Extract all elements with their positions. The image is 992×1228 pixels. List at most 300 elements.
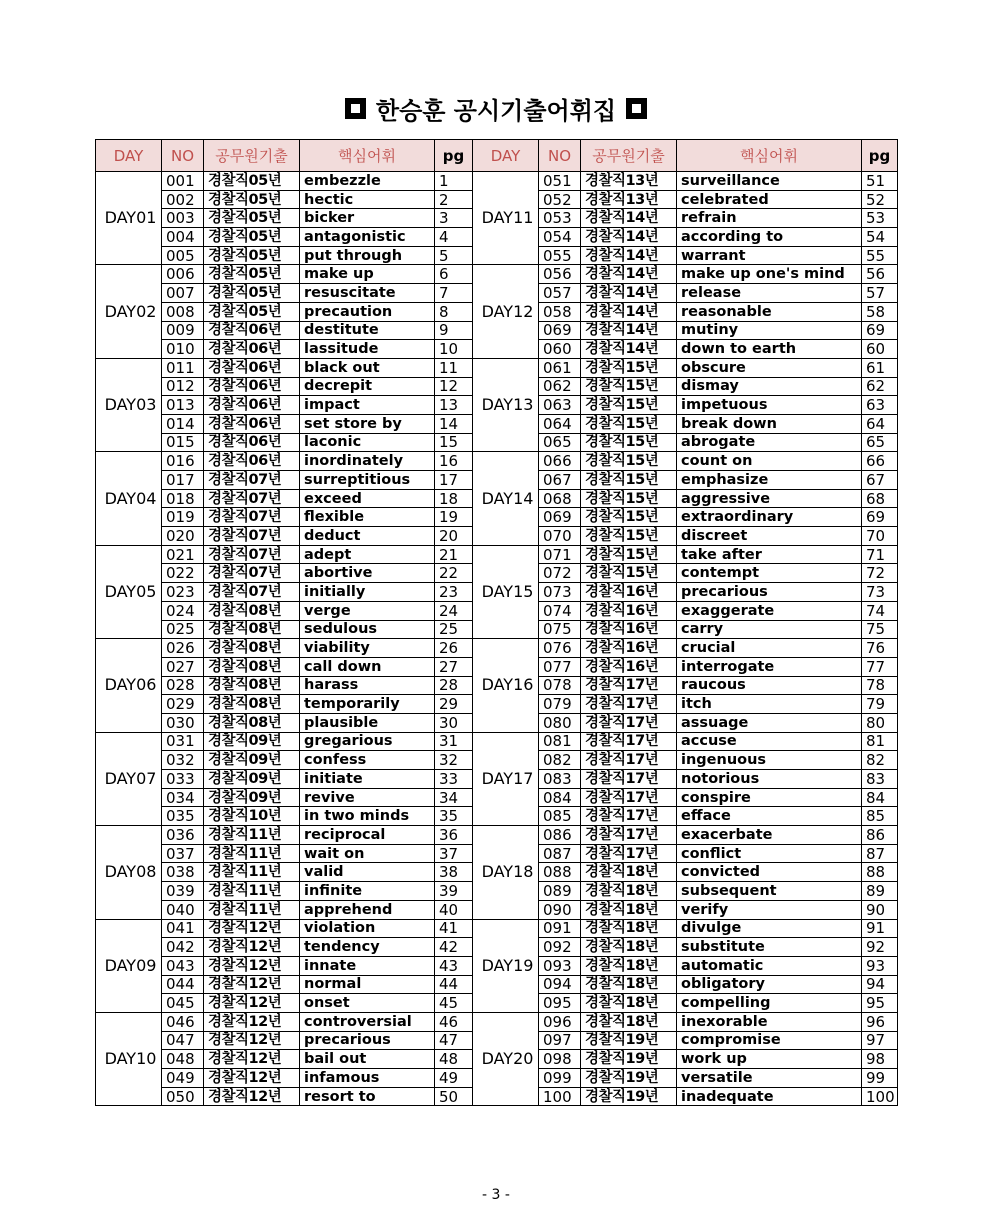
exam-source: 경찰직17년 <box>581 751 677 770</box>
page-ref: 34 <box>435 788 473 807</box>
vocab-word: adept <box>300 545 435 564</box>
exam-source: 경찰직15년 <box>581 433 677 452</box>
entry-number: 088 <box>539 863 581 882</box>
day-label: DAY18 <box>473 826 539 919</box>
exam-source: 경찰직05년 <box>204 284 300 303</box>
entry-number: 061 <box>539 358 581 377</box>
exam-source: 경찰직19년 <box>581 1087 677 1106</box>
exam-source: 경찰직17년 <box>581 807 677 826</box>
page-ref: 95 <box>862 994 898 1013</box>
entry-number: 049 <box>162 1069 204 1088</box>
entry-number: 035 <box>162 807 204 826</box>
exam-source: 경찰직09년 <box>204 732 300 751</box>
vocab-table <box>95 139 898 1106</box>
exam-source: 경찰직17년 <box>581 695 677 714</box>
page-ref: 47 <box>435 1031 473 1050</box>
entry-number: 027 <box>162 657 204 676</box>
exam-source: 경찰직15년 <box>581 471 677 490</box>
entry-number: 093 <box>539 956 581 975</box>
exam-source: 경찰직07년 <box>204 471 300 490</box>
exam-source: 경찰직17년 <box>581 844 677 863</box>
vocab-word: initially <box>300 583 435 602</box>
entry-number: 053 <box>539 209 581 228</box>
exam-source: 경찰직14년 <box>581 302 677 321</box>
page-ref: 14 <box>435 414 473 433</box>
vocab-word: controversial <box>300 1012 435 1031</box>
entry-number: 010 <box>162 340 204 359</box>
page-ref: 46 <box>435 1012 473 1031</box>
entry-number: 007 <box>162 284 204 303</box>
header-no: NO <box>162 140 204 172</box>
vocab-word: conspire <box>677 788 862 807</box>
exam-source: 경찰직15년 <box>581 377 677 396</box>
entry-number: 066 <box>539 452 581 471</box>
vocab-word: make up one's mind <box>677 265 862 284</box>
exam-source: 경찰직12년 <box>204 1087 300 1106</box>
vocab-word: hectic <box>300 190 435 209</box>
exam-source: 경찰직15년 <box>581 396 677 415</box>
entry-number: 028 <box>162 676 204 695</box>
page-ref: 2 <box>435 190 473 209</box>
entry-number: 050 <box>162 1087 204 1106</box>
page-ref: 79 <box>862 695 898 714</box>
vocab-word: versatile <box>677 1069 862 1088</box>
exam-source: 경찰직11년 <box>204 900 300 919</box>
page-ref: 44 <box>435 975 473 994</box>
page-ref: 94 <box>862 975 898 994</box>
exam-source: 경찰직07년 <box>204 583 300 602</box>
entry-number: 014 <box>162 414 204 433</box>
vocab-word: black out <box>300 358 435 377</box>
day-label: DAY01 <box>96 172 162 265</box>
vocab-word: substitute <box>677 938 862 957</box>
entry-number: 058 <box>539 302 581 321</box>
entry-number: 055 <box>539 246 581 265</box>
page-ref: 91 <box>862 919 898 938</box>
page-ref: 15 <box>435 433 473 452</box>
exam-source: 경찰직15년 <box>581 414 677 433</box>
vocab-word: compromise <box>677 1031 862 1050</box>
entry-number: 011 <box>162 358 204 377</box>
entry-number: 079 <box>539 695 581 714</box>
entry-number: 060 <box>539 340 581 359</box>
table-header-row <box>96 140 898 172</box>
exam-source: 경찰직05년 <box>204 228 300 247</box>
entry-number: 048 <box>162 1050 204 1069</box>
vocab-word: abrogate <box>677 433 862 452</box>
page-ref: 69 <box>862 508 898 527</box>
page-ref: 84 <box>862 788 898 807</box>
page-title <box>0 88 992 128</box>
page-ref: 10 <box>435 340 473 359</box>
entry-number: 068 <box>539 489 581 508</box>
vocab-word: down to earth <box>677 340 862 359</box>
entry-number: 022 <box>162 564 204 583</box>
exam-source: 경찰직14년 <box>581 284 677 303</box>
exam-source: 경찰직14년 <box>581 246 677 265</box>
page-ref: 97 <box>862 1031 898 1050</box>
vocab-word: in two minds <box>300 807 435 826</box>
entry-number: 092 <box>539 938 581 957</box>
vocab-word: reasonable <box>677 302 862 321</box>
page-ref: 61 <box>862 358 898 377</box>
vocab-word: initiate <box>300 770 435 789</box>
page-number: - 3 - <box>482 1187 510 1203</box>
page-ref: 81 <box>862 732 898 751</box>
vocab-word: efface <box>677 807 862 826</box>
entry-number: 089 <box>539 882 581 901</box>
entry-number: 006 <box>162 265 204 284</box>
vocab-word: exaggerate <box>677 601 862 620</box>
exam-source: 경찰직07년 <box>204 527 300 546</box>
page-ref: 7 <box>435 284 473 303</box>
exam-source: 경찰직06년 <box>204 414 300 433</box>
table-row <box>96 732 898 751</box>
table-row <box>96 919 898 938</box>
entry-number: 084 <box>539 788 581 807</box>
page-ref: 5 <box>435 246 473 265</box>
exam-source: 경찰직18년 <box>581 919 677 938</box>
vocab-word: put through <box>300 246 435 265</box>
page-ref: 68 <box>862 489 898 508</box>
page-ref: 75 <box>862 620 898 639</box>
table-row <box>96 172 898 191</box>
exam-source: 경찰직18년 <box>581 1012 677 1031</box>
page-ref: 54 <box>862 228 898 247</box>
vocab-word: infamous <box>300 1069 435 1088</box>
page-ref: 72 <box>862 564 898 583</box>
exam-source: 경찰직18년 <box>581 900 677 919</box>
exam-source: 경찰직14년 <box>581 228 677 247</box>
page-ref: 43 <box>435 956 473 975</box>
exam-source: 경찰직16년 <box>581 583 677 602</box>
page-ref: 18 <box>435 489 473 508</box>
exam-source: 경찰직05년 <box>204 246 300 265</box>
vocab-word: dismay <box>677 377 862 396</box>
exam-source: 경찰직12년 <box>204 956 300 975</box>
entry-number: 086 <box>539 826 581 845</box>
header-word: 핵심어휘 <box>300 140 435 172</box>
entry-number: 045 <box>162 994 204 1013</box>
exam-source: 경찰직19년 <box>581 1031 677 1050</box>
entry-number: 020 <box>162 527 204 546</box>
entry-number: 067 <box>539 471 581 490</box>
table-row <box>96 358 898 377</box>
exam-source: 경찰직09년 <box>204 751 300 770</box>
table-row <box>96 265 898 284</box>
vocab-word: impetuous <box>677 396 862 415</box>
page-ref: 53 <box>862 209 898 228</box>
day-label: DAY06 <box>96 639 162 732</box>
exam-source: 경찰직15년 <box>581 508 677 527</box>
exam-source: 경찰직15년 <box>581 527 677 546</box>
entry-number: 069 <box>539 321 581 340</box>
vocab-word: innate <box>300 956 435 975</box>
vocab-word: compelling <box>677 994 862 1013</box>
entry-number: 040 <box>162 900 204 919</box>
day-label: DAY16 <box>473 639 539 732</box>
entry-number: 073 <box>539 583 581 602</box>
table-row <box>96 1012 898 1031</box>
exam-source: 경찰직12년 <box>204 975 300 994</box>
vocab-word: discreet <box>677 527 862 546</box>
square-bullet-icon <box>345 98 366 119</box>
page-ref: 27 <box>435 657 473 676</box>
vocab-word: sedulous <box>300 620 435 639</box>
page-ref: 3 <box>435 209 473 228</box>
entry-number: 005 <box>162 246 204 265</box>
exam-source: 경찰직15년 <box>581 452 677 471</box>
vocab-word: precarious <box>677 583 862 602</box>
page-ref: 66 <box>862 452 898 471</box>
page-ref: 26 <box>435 639 473 658</box>
vocab-word: embezzle <box>300 172 435 191</box>
vocab-word: flexible <box>300 508 435 527</box>
day-label: DAY13 <box>473 358 539 451</box>
entry-number: 013 <box>162 396 204 415</box>
exam-source: 경찰직06년 <box>204 321 300 340</box>
page-ref: 48 <box>435 1050 473 1069</box>
vocab-word: harass <box>300 676 435 695</box>
entry-number: 008 <box>162 302 204 321</box>
vocab-word: valid <box>300 863 435 882</box>
exam-source: 경찰직12년 <box>204 938 300 957</box>
vocab-word: verge <box>300 601 435 620</box>
entry-number: 091 <box>539 919 581 938</box>
page-ref: 22 <box>435 564 473 583</box>
vocab-word: bail out <box>300 1050 435 1069</box>
exam-source: 경찰직16년 <box>581 601 677 620</box>
exam-source: 경찰직11년 <box>204 863 300 882</box>
vocab-word: break down <box>677 414 862 433</box>
vocab-word: contempt <box>677 564 862 583</box>
entry-number: 025 <box>162 620 204 639</box>
page-ref: 86 <box>862 826 898 845</box>
vocab-word: gregarious <box>300 732 435 751</box>
day-label: DAY19 <box>473 919 539 1012</box>
vocab-word: verify <box>677 900 862 919</box>
entry-number: 042 <box>162 938 204 957</box>
page-ref: 56 <box>862 265 898 284</box>
vocab-word: reciprocal <box>300 826 435 845</box>
header-pg: pg <box>435 140 473 172</box>
page-ref: 32 <box>435 751 473 770</box>
exam-source: 경찰직16년 <box>581 620 677 639</box>
exam-source: 경찰직18년 <box>581 994 677 1013</box>
entry-number: 034 <box>162 788 204 807</box>
page-ref: 77 <box>862 657 898 676</box>
entry-number: 069 <box>539 508 581 527</box>
exam-source: 경찰직09년 <box>204 788 300 807</box>
entry-number: 030 <box>162 713 204 732</box>
exam-source: 경찰직06년 <box>204 433 300 452</box>
entry-number: 098 <box>539 1050 581 1069</box>
vocab-word: interrogate <box>677 657 862 676</box>
entry-number: 004 <box>162 228 204 247</box>
table-row <box>96 452 898 471</box>
page-ref: 20 <box>435 527 473 546</box>
entry-number: 056 <box>539 265 581 284</box>
vocab-word: surreptitious <box>300 471 435 490</box>
entry-number: 087 <box>539 844 581 863</box>
exam-source: 경찰직15년 <box>581 358 677 377</box>
entry-number: 041 <box>162 919 204 938</box>
page-ref: 29 <box>435 695 473 714</box>
entry-number: 023 <box>162 583 204 602</box>
page-ref: 30 <box>435 713 473 732</box>
page-ref: 42 <box>435 938 473 957</box>
page-ref: 85 <box>862 807 898 826</box>
exam-source: 경찰직07년 <box>204 489 300 508</box>
page-ref: 21 <box>435 545 473 564</box>
vocab-word: divulge <box>677 919 862 938</box>
entry-number: 015 <box>162 433 204 452</box>
page-ref: 93 <box>862 956 898 975</box>
vocab-word: ingenuous <box>677 751 862 770</box>
exam-source: 경찰직12년 <box>204 1069 300 1088</box>
page-ref: 58 <box>862 302 898 321</box>
page-ref: 4 <box>435 228 473 247</box>
entry-number: 021 <box>162 545 204 564</box>
day-label: DAY15 <box>473 545 539 638</box>
day-label: DAY07 <box>96 732 162 825</box>
exam-source: 경찰직06년 <box>204 452 300 471</box>
exam-source: 경찰직11년 <box>204 882 300 901</box>
page-ref: 57 <box>862 284 898 303</box>
entry-number: 018 <box>162 489 204 508</box>
day-label: DAY10 <box>96 1012 162 1105</box>
page-ref: 51 <box>862 172 898 191</box>
vocab-word: tendency <box>300 938 435 957</box>
vocab-word: onset <box>300 994 435 1013</box>
vocab-word: work up <box>677 1050 862 1069</box>
page-ref: 89 <box>862 882 898 901</box>
entry-number: 075 <box>539 620 581 639</box>
page-ref: 31 <box>435 732 473 751</box>
vocab-word: extraordinary <box>677 508 862 527</box>
vocab-word: conflict <box>677 844 862 863</box>
exam-source: 경찰직19년 <box>581 1069 677 1088</box>
vocab-word: precaution <box>300 302 435 321</box>
vocab-word: emphasize <box>677 471 862 490</box>
page-ref: 55 <box>862 246 898 265</box>
exam-source: 경찰직18년 <box>581 882 677 901</box>
vocab-word: normal <box>300 975 435 994</box>
header-word: 핵심어휘 <box>677 140 862 172</box>
entry-number: 070 <box>539 527 581 546</box>
entry-number: 081 <box>539 732 581 751</box>
vocab-word: inadequate <box>677 1087 862 1106</box>
vocab-word: confess <box>300 751 435 770</box>
entry-number: 051 <box>539 172 581 191</box>
vocab-word: antagonistic <box>300 228 435 247</box>
exam-source: 경찰직06년 <box>204 358 300 377</box>
entry-number: 099 <box>539 1069 581 1088</box>
exam-source: 경찰직18년 <box>581 956 677 975</box>
exam-source: 경찰직12년 <box>204 1050 300 1069</box>
exam-source: 경찰직16년 <box>581 639 677 658</box>
page-ref: 82 <box>862 751 898 770</box>
exam-source: 경찰직07년 <box>204 564 300 583</box>
entry-number: 017 <box>162 471 204 490</box>
entry-number: 033 <box>162 770 204 789</box>
exam-source: 경찰직08년 <box>204 657 300 676</box>
entry-number: 012 <box>162 377 204 396</box>
exam-source: 경찰직16년 <box>581 657 677 676</box>
entry-number: 047 <box>162 1031 204 1050</box>
page-ref: 9 <box>435 321 473 340</box>
page-ref: 80 <box>862 713 898 732</box>
table-row <box>96 639 898 658</box>
page-ref: 83 <box>862 770 898 789</box>
entry-number: 038 <box>162 863 204 882</box>
vocab-word: according to <box>677 228 862 247</box>
vocab-word: resuscitate <box>300 284 435 303</box>
vocab-word: decrepit <box>300 377 435 396</box>
entry-number: 076 <box>539 639 581 658</box>
page-ref: 100 <box>862 1087 898 1106</box>
table-row <box>96 826 898 845</box>
entry-number: 043 <box>162 956 204 975</box>
exam-source: 경찰직05년 <box>204 209 300 228</box>
entry-number: 082 <box>539 751 581 770</box>
page-ref: 98 <box>862 1050 898 1069</box>
entry-number: 074 <box>539 601 581 620</box>
entry-number: 085 <box>539 807 581 826</box>
exam-source: 경찰직14년 <box>581 340 677 359</box>
page-ref: 92 <box>862 938 898 957</box>
vocab-word: wait on <box>300 844 435 863</box>
exam-source: 경찰직17년 <box>581 676 677 695</box>
exam-source: 경찰직17년 <box>581 732 677 751</box>
vocab-word: revive <box>300 788 435 807</box>
page-ref: 65 <box>862 433 898 452</box>
day-label: DAY14 <box>473 452 539 545</box>
page-ref: 28 <box>435 676 473 695</box>
vocab-word: warrant <box>677 246 862 265</box>
entry-number: 100 <box>539 1087 581 1106</box>
page-ref: 87 <box>862 844 898 863</box>
page-ref: 49 <box>435 1069 473 1088</box>
exam-source: 경찰직05년 <box>204 172 300 191</box>
exam-source: 경찰직07년 <box>204 545 300 564</box>
page-ref: 76 <box>862 639 898 658</box>
page-ref: 1 <box>435 172 473 191</box>
exam-source: 경찰직18년 <box>581 863 677 882</box>
exam-source: 경찰직14년 <box>581 265 677 284</box>
page-ref: 19 <box>435 508 473 527</box>
vocab-word: mutiny <box>677 321 862 340</box>
page-ref: 39 <box>435 882 473 901</box>
vocab-word: obscure <box>677 358 862 377</box>
day-label: DAY03 <box>96 358 162 451</box>
page-ref: 62 <box>862 377 898 396</box>
vocab-word: lassitude <box>300 340 435 359</box>
page-ref: 38 <box>435 863 473 882</box>
exam-source: 경찰직13년 <box>581 190 677 209</box>
entry-number: 044 <box>162 975 204 994</box>
header-exam: 공무원기출 <box>581 140 677 172</box>
vocab-word: notorious <box>677 770 862 789</box>
page-ref: 50 <box>435 1087 473 1106</box>
entry-number: 024 <box>162 601 204 620</box>
vocab-word: refrain <box>677 209 862 228</box>
day-label: DAY04 <box>96 452 162 545</box>
page-ref: 11 <box>435 358 473 377</box>
page-ref: 96 <box>862 1012 898 1031</box>
exam-source: 경찰직12년 <box>204 919 300 938</box>
page-ref: 67 <box>862 471 898 490</box>
